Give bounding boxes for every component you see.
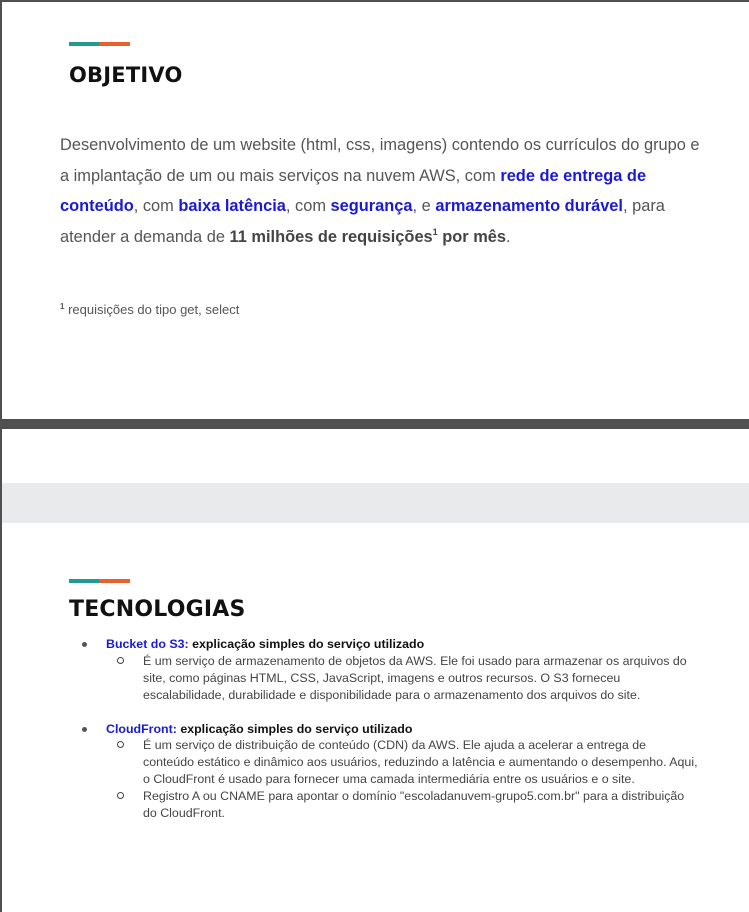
requests-period: por mês	[437, 227, 507, 246]
bullet-icon	[82, 642, 87, 647]
tech-details	[106, 737, 700, 822]
accent-teal	[69, 42, 99, 46]
intro-text: , com	[133, 197, 179, 215]
objetivo-paragraph	[60, 130, 700, 252]
tech-details	[106, 653, 700, 704]
header-band	[2, 483, 749, 523]
tech-title-text: explicação simples do serviço utilizado	[188, 637, 425, 651]
objetivo-heading: OBJETIVO	[69, 63, 183, 87]
intro-text: Desenvolvimento de um website (html, css, imagens) contendo os currículos do grupo e a implantação de um ou mais serviços na nuvem AWS, com	[60, 136, 700, 185]
footnote	[60, 302, 239, 317]
accent-orange	[99, 579, 130, 583]
tecnologias-heading: TECNOLOGIAS	[69, 597, 246, 622]
accent-orange	[99, 42, 130, 46]
list-item-s3	[80, 636, 700, 704]
requests-count: 11 milhões de requisições	[229, 227, 433, 246]
intro-text: , com	[285, 197, 331, 215]
list-item-cloudfront	[80, 721, 700, 823]
detail-item	[143, 788, 700, 822]
tech-name: Bucket do S3:	[106, 637, 189, 651]
detail-text: Registro A ou CNAME para apontar o domínio "escoladanuvem-grupo5.com.br" para a distribuição do CloudFront.	[143, 789, 685, 820]
detail-text: É um serviço de distribuição de conteúdo (CDN) da AWS. Ele ajuda a acelerar a entrega de conteúdo estático e dinâmico aos usuários, reduzindo a latência e aumentando o desempenho. Aqui, o CloudFront é usado para fornecer uma camada intermediária entre os usuários e o site.	[143, 738, 698, 786]
page-tecnologias	[2, 429, 749, 912]
page-objetivo	[2, 2, 749, 419]
tech-title	[106, 721, 700, 738]
intro-text: , e	[412, 197, 436, 215]
heading-accent-bar	[69, 579, 130, 583]
detail-item	[143, 653, 700, 704]
technologies-list	[80, 636, 700, 839]
intro-text: , para atender a demanda de	[60, 197, 665, 246]
circle-bullet-icon	[117, 741, 124, 748]
highlight-cdn: rede de entrega de conteúdo	[60, 166, 647, 215]
footnote-marker: 1	[432, 226, 438, 237]
tech-title-text: explicação simples do serviço utilizado	[176, 721, 413, 736]
circle-bullet-icon	[117, 657, 124, 664]
accent-teal	[69, 579, 99, 583]
tech-title	[106, 636, 700, 653]
circle-bullet-icon	[117, 792, 124, 799]
footnote-number: 1	[60, 302, 65, 311]
tech-name: CloudFront:	[106, 721, 177, 736]
detail-item	[143, 737, 700, 788]
highlight-low-latency: baixa latência	[178, 197, 286, 215]
highlight-security: segurança	[330, 197, 413, 215]
detail-text: É um serviço de armazenamento de objetos da AWS. Ele foi usado para armazenar os arquivos do site, como páginas HTML, CSS, JavaScript, imagens e outros recursos. O S3 forneceu escalabilidade, durabilidade e disponibilidade para o armazenamento dos arquivos do site.	[143, 653, 687, 702]
footnote-text: requisições do tipo get, select	[64, 302, 240, 317]
bullet-icon	[82, 727, 87, 732]
intro-text: .	[506, 227, 511, 246]
highlight-durable-storage: armazenamento durável	[435, 197, 623, 215]
requests-emphasis	[230, 228, 507, 246]
heading-accent-bar	[69, 42, 130, 46]
